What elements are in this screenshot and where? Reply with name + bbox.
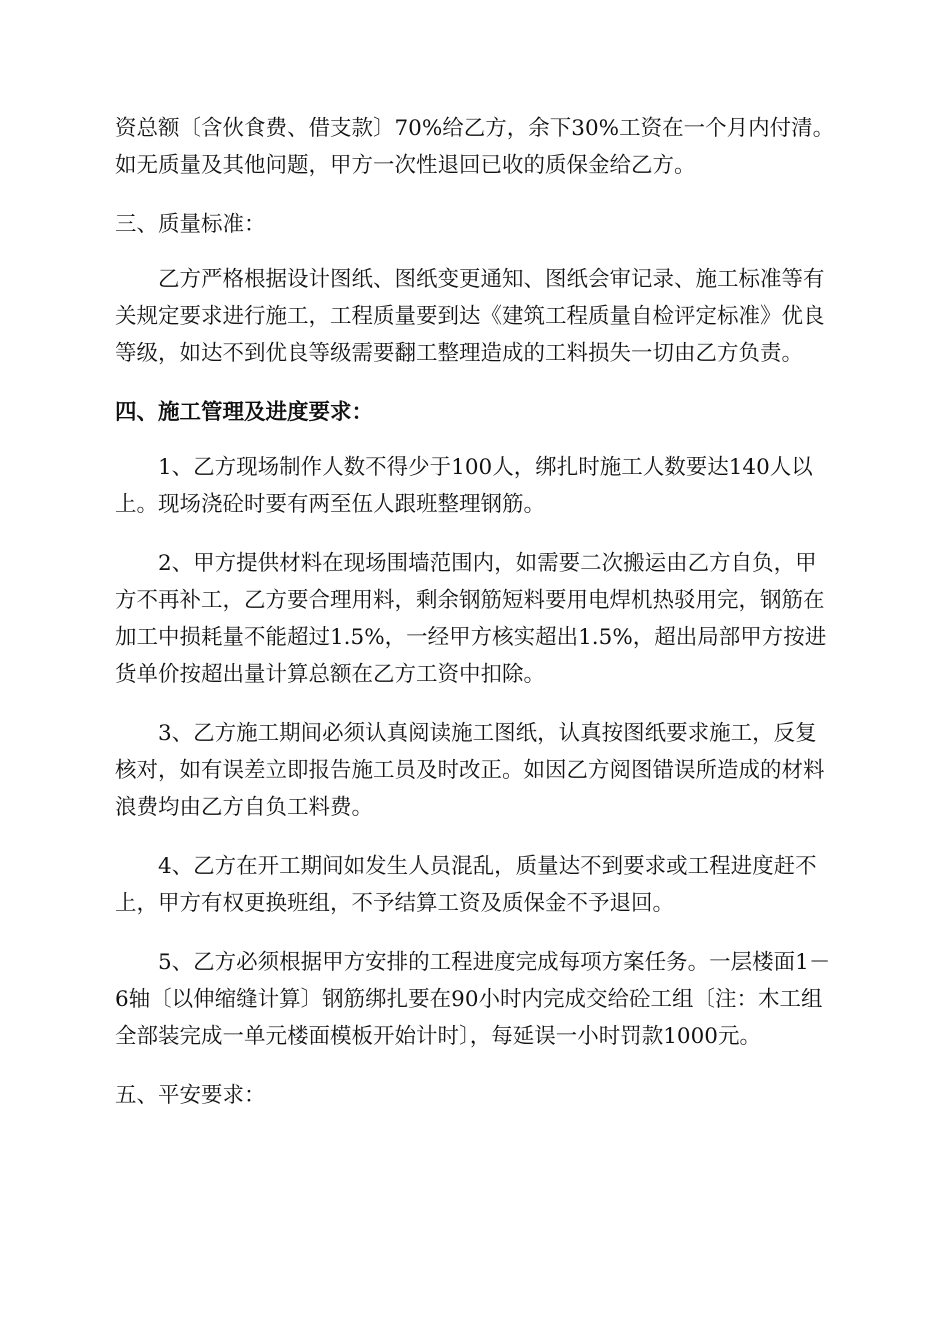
paragraph-quality-standard: 乙方严格根据设计图纸、图纸变更通知、图纸会审记录、施工标准等有关规定要求进行施工，工程质量要到达《建筑工程质量自检评定标准》优良等级，如达不到优良等级需要翻工整理造成的工料损失一切由乙方负责。 [115,267,825,366]
paragraph-item-5: 5、乙方必须根据甲方安排的工程进度完成每项方案任务。一层楼面1－6轴〔以伸缩缝计算〕钢筋绑扎要在90小时内完成交给砼工组〔注：木工组全部装完成一单元楼面模板开始计时〕，每延误一小时罚款1000元。 [115,950,831,1049]
section-heading-safety-requirements: 五、平安要求： [115,1083,266,1108]
paragraph-item-4: 4、乙方在开工期间如发生人员混乱，质量达不到要求或工程进度赶不上，甲方有权更换班组，不予结算工资及质保金不予退回。 [115,854,817,916]
paragraph-item-3: 3、乙方施工期间必须认真阅读施工图纸，认真按图纸要求施工，反复核对，如有误差立即报告施工员及时改正。如因乙方阅图错误所造成的材料浪费均由乙方自负工料费。 [115,721,825,820]
paragraph-item-1: 1、乙方现场制作人数不得少于100人，绑扎时施工人数要达140人以上。现场浇砼时要有两至伍人跟班整理钢筋。 [115,455,813,517]
document-body [115,110,835,1114]
section-heading-quality-standard: 三、质量标准： [115,212,266,237]
paragraph-item-2: 2、甲方提供材料在现场围墙范围内，如需要二次搬运由乙方自负，甲方不再补工，乙方要合理用料，剩余钢筋短料要用电焊机热驳用完，钢筋在加工中损耗量不能超过1.5%，一经甲方核实超出1.5%，超出局部甲方按进货单价按超出量计算总额在乙方工资中扣除。 [115,551,827,687]
paragraph-payment-terms: 资总额〔含伙食费、借支款〕70%给乙方，余下30%工资在一个月内付清。如无质量及其他问题，甲方一次性退回已收的质保金给乙方。 [115,116,835,178]
section-heading-construction-management: 四、施工管理及进度要求： [115,400,374,425]
